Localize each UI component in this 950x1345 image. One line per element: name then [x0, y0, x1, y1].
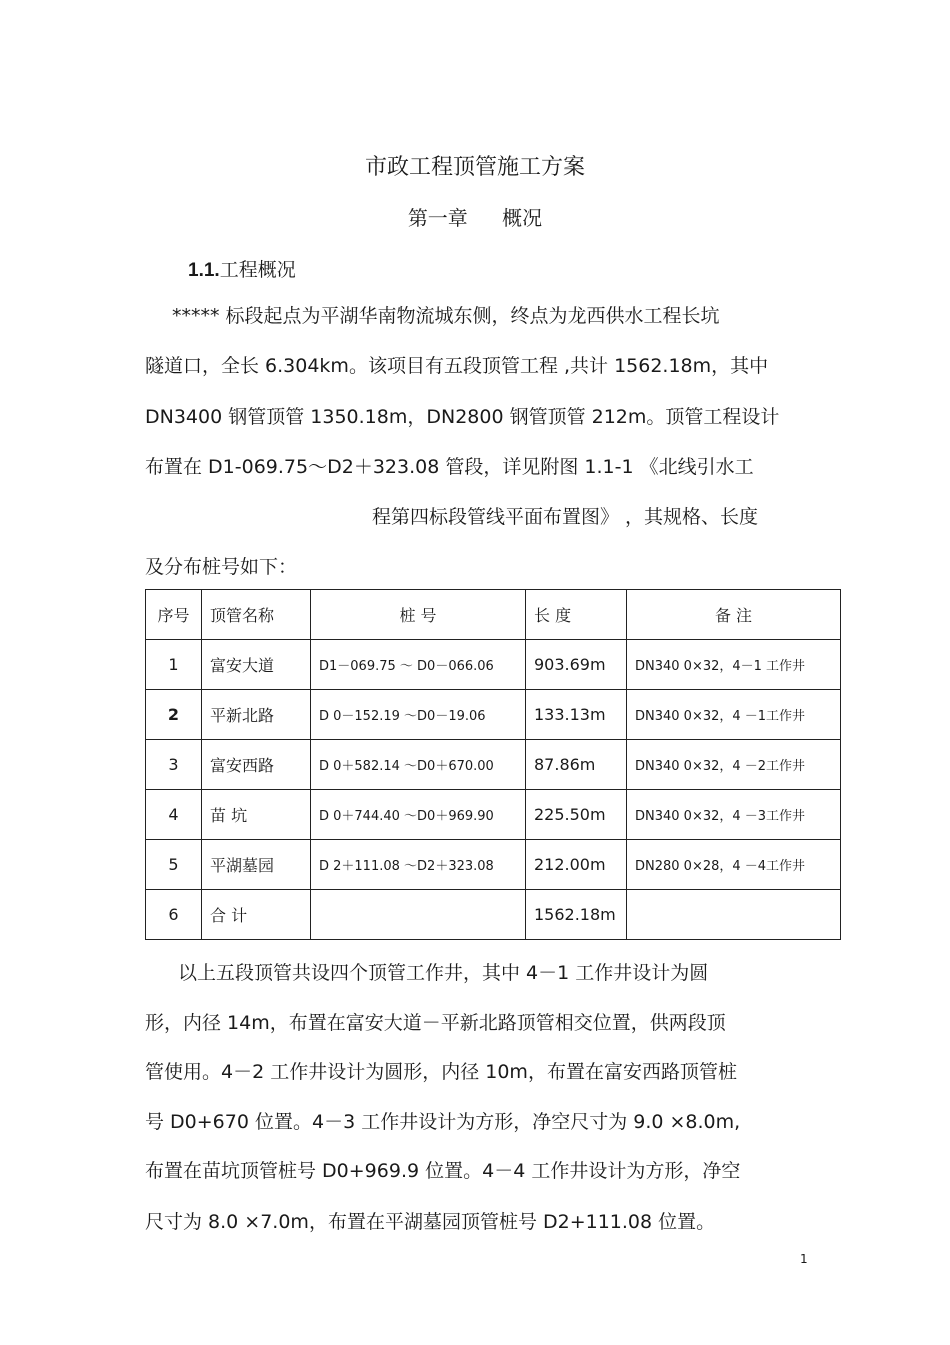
page-number: 1 [800, 1252, 808, 1266]
header-cell: 序号 [146, 590, 202, 640]
table-cell: D 0＋582.14 ～D0＋670.00 [311, 740, 526, 790]
paragraph-line: ***** 标段起点为平湖华南物流城东侧，终点为龙西供水工程长坑 [172, 305, 720, 327]
table-cell [627, 890, 841, 940]
table-row [146, 640, 841, 690]
table-cell: 5 [146, 840, 202, 890]
table-header-row [146, 590, 841, 640]
section-heading [188, 255, 296, 282]
table-cell: D 0＋744.40 ～D0＋969.90 [311, 790, 526, 840]
table-row [146, 690, 841, 740]
chapter-heading: 第一章 概况 [407, 206, 543, 230]
table-cell: 富安大道 [202, 640, 311, 690]
table-row [146, 740, 841, 790]
table-total-row [146, 890, 841, 940]
table-cell: 225.50m [526, 790, 627, 840]
table-cell: 1 [146, 640, 202, 690]
table-cell: 平湖墓园 [202, 840, 311, 890]
table-cell: D 2＋111.08 ～D2＋323.08 [311, 840, 526, 890]
table-cell: 合 计 [202, 890, 311, 940]
table-cell: 6 [146, 890, 202, 940]
table-cell: 1562.18m [526, 890, 627, 940]
table-cell: 富安西路 [202, 740, 311, 790]
table-cell: 4 [146, 790, 202, 840]
table-cell: 苗 坑 [202, 790, 311, 840]
document-title: 市政工程顶管施工方案 [364, 155, 585, 180]
section-title: 工程概况 [219, 259, 296, 281]
paragraph-line: 以上五段顶管共设四个顶管工作井，其中 4－1 工作井设计为圆 [178, 962, 709, 984]
table-cell: 87.86m [526, 740, 627, 790]
table-cell [311, 890, 526, 940]
paragraph-line: 布置在苗坑顶管桩号 D0+969.9 位置。4－4 工作井设计为方形，净空 [145, 1160, 741, 1182]
table-cell: DN280 0×28，4 －4工作井 [627, 840, 841, 890]
table-cell: 3 [146, 740, 202, 790]
table-cell: 212.00m [526, 840, 627, 890]
paragraph-line: 及分布桩号如下： [145, 556, 298, 578]
table-cell: D1－069.75 ～ D0－066.06 [311, 640, 526, 690]
paragraph-line: 管使用。4－2 工作井设计为圆形，内径 10m，布置在富安西路顶管桩 [145, 1061, 737, 1083]
header-cell: 桩 号 [311, 590, 526, 640]
pipe-jacking-table [145, 589, 841, 940]
paragraph-line: 号 D0+670 位置。4－3 工作井设计为方形，净空尺寸为 9.0 ×8.0m, [145, 1111, 741, 1133]
table-cell: DN340 0×32，4 －2工作井 [627, 740, 841, 790]
paragraph-line: DN3400 钢管顶管 1350.18m，DN2800 钢管顶管 212m。顶管工程设计 [145, 406, 780, 428]
table-cell: 133.13m [526, 690, 627, 740]
table-cell: D 0－152.19 ～D0－19.06 [311, 690, 526, 740]
header-cell: 顶管名称 [202, 590, 311, 640]
table-cell: 2 [146, 690, 202, 740]
table-cell: 903.69m [526, 640, 627, 690]
table-row [146, 840, 841, 890]
paragraph-line: 布置在 D1-069.75～D2＋323.08 管段，详见附图 1.1-1 《北线引水工 [145, 456, 754, 478]
table-cell: 平新北路 [202, 690, 311, 740]
table-cell: DN340 0×32，4 －1工作井 [627, 690, 841, 740]
paragraph-line: 尺寸为 8.0 ×7.0m，布置在平湖墓园顶管桩号 D2+111.08 位置。 [145, 1211, 716, 1233]
header-cell: 长 度 [526, 590, 627, 640]
section-number: 1.1. [188, 260, 220, 281]
header-cell: 备 注 [627, 590, 841, 640]
paragraph-line: 程第四标段管线平面布置图》 ，其规格、长度 [372, 506, 759, 528]
table-cell: DN340 0×32，4－1 工作井 [627, 640, 841, 690]
paragraph-line: 形，内径 14m，布置在富安大道－平新北路顶管相交位置，供两段顶 [145, 1012, 726, 1034]
paragraph-line: 隧道口，全长 6.304km。该项目有五段顶管工程 ,共计 1562.18m，其中 [145, 355, 769, 377]
table-row [146, 790, 841, 840]
table-cell: DN340 0×32，4 －3工作井 [627, 790, 841, 840]
